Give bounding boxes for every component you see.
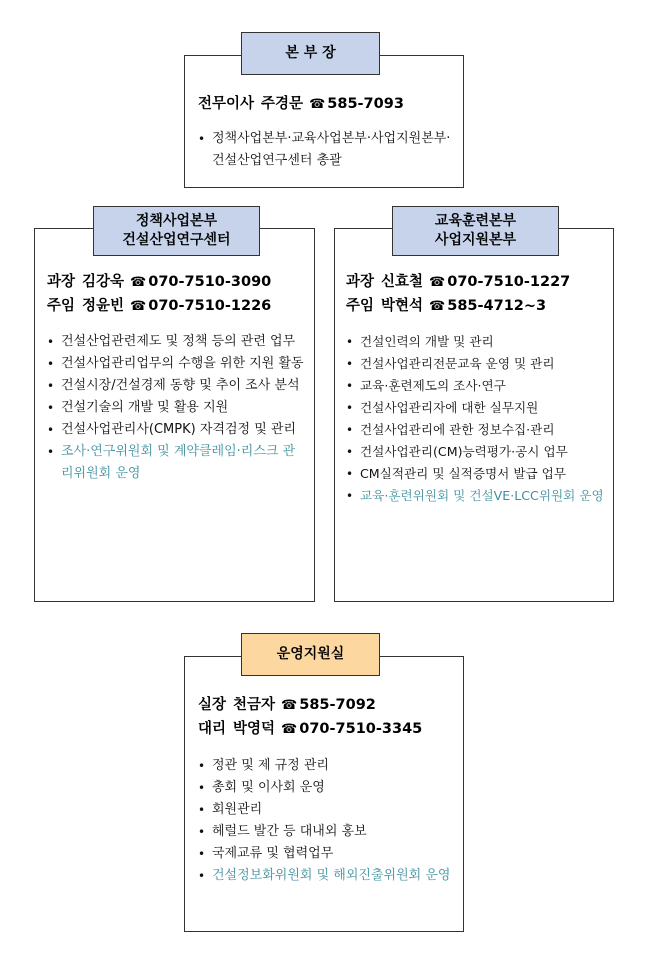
person-phone: 585-7092: [299, 697, 376, 713]
right-person-1: [346, 270, 570, 295]
person-name: 박현석: [381, 298, 424, 314]
duty-item: • 회원관리: [198, 799, 456, 821]
person-phone: 070-7510-1226: [148, 298, 272, 314]
person-title: 과장: [346, 274, 375, 290]
top-person-1: [198, 92, 404, 117]
duty-item: • 교육·훈련제도의 조사·연구: [346, 375, 608, 397]
telephone-icon: ☎: [309, 97, 326, 112]
left-person-1: [47, 270, 271, 295]
duty-item: • CM실적관리 및 실적증명서 발급 업무: [346, 463, 608, 485]
person-phone: 070-7510-3345: [299, 721, 423, 737]
duty-item: • 건설사업관리사(CMPK) 자격검정 및 관리: [47, 419, 305, 441]
telephone-icon: ☎: [281, 698, 298, 713]
person-title: 전무이사: [198, 96, 255, 112]
duty-item: • 건설기술의 개발 및 활용 지원: [47, 397, 305, 419]
person-title: 주임: [47, 298, 76, 314]
telephone-icon: ☎: [130, 275, 147, 290]
person-name: 김강욱: [82, 274, 125, 290]
left-person-2: [47, 294, 271, 319]
person-phone: 585-4712~3: [447, 298, 547, 314]
duty-item: • 헤럴드 발간 등 대내외 홍보: [198, 821, 456, 843]
duty-item: • 건설인력의 개발 및 관리: [346, 331, 608, 353]
duty-item: • 건설사업관리에 관한 정보수집·관리: [346, 419, 608, 441]
person-name: 주경문: [261, 96, 304, 112]
duty-item: • 건설정보화위원회 및 해외진출위원회 운영: [198, 865, 456, 887]
telephone-icon: ☎: [281, 722, 298, 737]
person-phone: 585-7093: [327, 96, 404, 112]
left-unit-header: 정책사업본부 건설산업연구센터: [93, 206, 260, 256]
person-title: 주임: [346, 298, 375, 314]
right-person-2: [346, 294, 546, 319]
duty-item: • 건설산업관련제도 및 정책 등의 관련 업무: [47, 331, 305, 353]
duty-item: • 건설사업관리(CM)능력평가·공시 업무: [346, 441, 608, 463]
duty-item: • 건설시장/건설경제 동향 및 추이 조사 분석: [47, 375, 305, 397]
person-title: 과장: [47, 274, 76, 290]
duty-item: • 교육·훈련위원회 및 건설VE·LCC위원회 운영: [346, 485, 608, 507]
person-phone: 070-7510-1227: [447, 274, 571, 290]
right-unit-header: 교육훈련본부 사업지원본부: [392, 206, 559, 256]
person-name: 신효철: [381, 274, 424, 290]
bottom-unit-header: 운영지원실: [241, 633, 380, 676]
bottom-duty-list: [198, 755, 456, 887]
person-name: 정윤빈: [82, 298, 125, 314]
right-duty-list: [346, 331, 608, 507]
person-name: 천금자: [233, 697, 276, 713]
duty-item: • 정관 및 제 규정 관리: [198, 755, 456, 777]
duty-item: • 건설사업관리자에 대한 실무지원: [346, 397, 608, 419]
duty-item: • 총회 및 이사회 운영: [198, 777, 456, 799]
top-unit-header: 본 부 장: [241, 32, 380, 75]
person-phone: 070-7510-3090: [148, 274, 272, 290]
duty-item: • 국제교류 및 협력업무: [198, 843, 456, 865]
left-duty-list: [47, 331, 305, 485]
duty-item: • 정책사업본부·교육사업본부·사업지원본부·건설산업연구센터 총괄: [198, 128, 456, 172]
telephone-icon: ☎: [429, 299, 446, 314]
person-title: 대리: [198, 721, 227, 737]
duty-item: • 건설사업관리전문교육 운영 및 관리: [346, 353, 608, 375]
top-duty-list: [198, 128, 456, 172]
bottom-person-1: [198, 693, 376, 718]
telephone-icon: ☎: [429, 275, 446, 290]
duty-item: • 건설사업관리업무의 수행을 위한 지원 활동: [47, 353, 305, 375]
person-title: 실장: [198, 697, 227, 713]
telephone-icon: ☎: [130, 299, 147, 314]
duty-item: • 조사·연구위원회 및 계약클레임·리스크 관리위원회 운영: [47, 441, 305, 485]
bottom-person-2: [198, 717, 422, 742]
person-name: 박영덕: [233, 721, 276, 737]
